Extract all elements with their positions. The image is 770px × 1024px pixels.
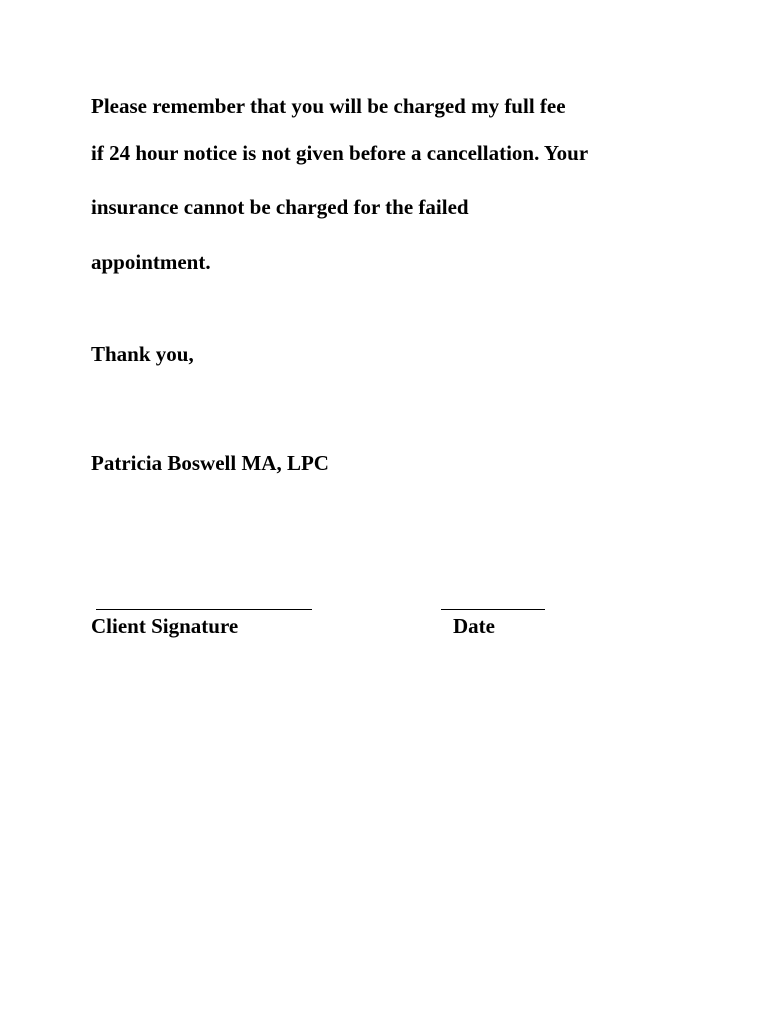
body-line-4: appointment. <box>91 250 211 274</box>
closing-line: Thank you, <box>91 342 194 366</box>
body-line-1: Please remember that you will be charged my full fee <box>91 94 566 118</box>
date-line <box>441 609 545 610</box>
client-signature-label: Client Signature <box>91 614 239 638</box>
sender-name: Patricia Boswell MA, LPC <box>91 451 329 475</box>
body-line-3: insurance cannot be charged for the failed <box>91 195 469 219</box>
client-signature-line <box>96 609 312 610</box>
date-label: Date <box>453 614 495 638</box>
body-line-2: if 24 hour notice is not given before a cancellation. Your <box>91 141 589 165</box>
